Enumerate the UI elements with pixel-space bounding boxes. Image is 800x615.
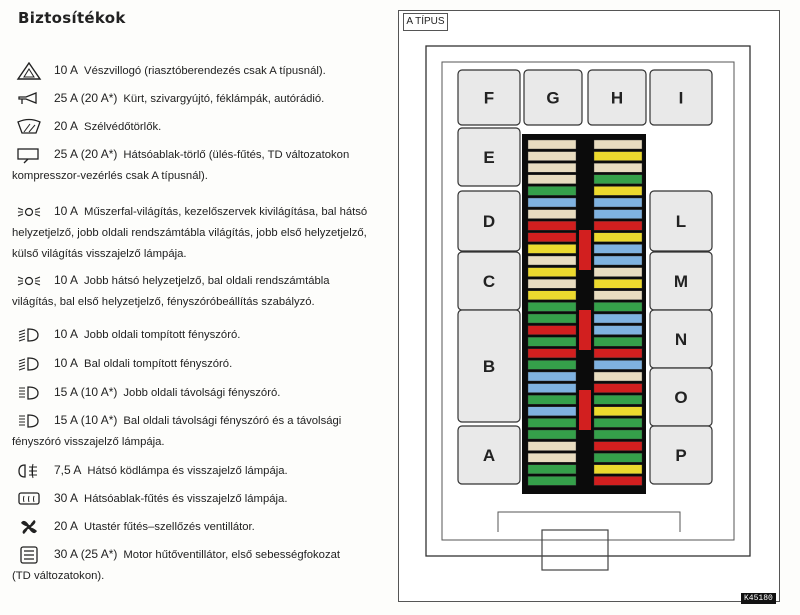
fuse-description: Hátsó ködlámpa és visszajelző lámpája.: [87, 465, 288, 477]
fuse: [594, 302, 642, 311]
fuse-entry-line: [12, 244, 384, 265]
fuse: [594, 360, 642, 369]
fuse: [594, 152, 642, 161]
fuse: [528, 372, 576, 381]
high-beam-icon: [16, 412, 42, 430]
horn-icon: [16, 90, 42, 108]
low-beam-icon: [16, 326, 42, 344]
fuse: [528, 407, 576, 416]
fuse-description: Bal oldali távolsági fényszóró és a távolsági: [123, 415, 342, 427]
fuse: [528, 233, 576, 242]
side-lights-icon: [16, 272, 42, 290]
fuse: [528, 465, 576, 474]
fuse-entry-line: [12, 410, 384, 432]
fuse: [528, 302, 576, 311]
fuse-entry: [12, 88, 384, 110]
fuse-entry-line: [12, 292, 384, 313]
relay-label: G: [546, 88, 560, 108]
fuse-description: világítás, bal első helyzetjelző, fényszóróbeállítás szabályzó.: [12, 296, 315, 308]
fuse: [528, 430, 576, 439]
fog-lamp-icon: [16, 462, 42, 480]
warning-triangle-icon: [16, 62, 42, 80]
fuse: [594, 221, 642, 230]
fuse: [528, 291, 576, 300]
fuse-description: Motor hűtőventillátor, első sebességfokozat: [123, 549, 341, 561]
fuse: [528, 384, 576, 393]
fuse-entry-line: [12, 544, 384, 566]
fuse-entry: [12, 410, 384, 453]
fuse: [528, 360, 576, 369]
fuse: [594, 244, 642, 253]
fuse-entry-line: [12, 460, 384, 482]
fuse-entry: [12, 144, 384, 187]
fuse: [594, 314, 642, 323]
fuse-amperage: 30 A (25 A*): [54, 547, 118, 561]
fuse-amperage: 30 A: [54, 491, 79, 505]
fuse-description: Kürt, szivargyújtó, féklámpák, autórádió.: [123, 93, 325, 105]
fuse-entry-line: [12, 60, 384, 82]
fuse-entry-line: [12, 201, 384, 223]
fuse-box-connector: [542, 530, 608, 570]
fuse-entry-line: [12, 88, 384, 110]
fuse-description: Utastér fűtés–szellőzés ventillátor.: [84, 521, 255, 533]
fuse: [528, 314, 576, 323]
fuse: [594, 372, 642, 381]
fuse-description: Bal oldali tompított fényszóró.: [84, 358, 233, 370]
relay-label: F: [483, 88, 495, 108]
fuse: [594, 407, 642, 416]
fuse-description: fényszóró visszajelző lámpája.: [12, 436, 165, 448]
fuse-entry-line: [12, 223, 384, 244]
fuse: [594, 349, 642, 358]
fuse-amperage: 25 A (20 A*): [54, 147, 118, 161]
fuse-box-drawing: [398, 10, 778, 600]
fuse-description: Jobb oldali távolsági fényszóró.: [123, 387, 281, 399]
fuse: [528, 221, 576, 230]
fuse: [528, 198, 576, 207]
radiator-fan-icon: [16, 546, 42, 564]
fuse-description: Hátsóablak-törlő (ülés-fűtés, TD változatokon: [123, 149, 350, 161]
fuse: [528, 395, 576, 404]
page-title: Biztosítékok: [18, 9, 126, 27]
fuse: [594, 210, 642, 219]
fuse-entry: [12, 60, 384, 82]
fuse-entry: [12, 516, 384, 538]
fuse: [594, 233, 642, 242]
fuse-entry-line: [12, 144, 384, 166]
fuse-description: Szélvédőtörlők.: [84, 121, 162, 133]
fuse: [528, 268, 576, 277]
fuse: [594, 279, 642, 288]
fuse: [528, 140, 576, 149]
relay-label: H: [610, 88, 624, 108]
relay-label: C: [482, 272, 496, 291]
fuse-entry: [12, 270, 384, 313]
relay-label: L: [675, 212, 687, 231]
fuse-amperage: 25 A (20 A*): [54, 91, 118, 105]
fuse: [528, 279, 576, 288]
fuse-entry-line: [12, 324, 384, 346]
fuse-entry-line: [12, 432, 384, 453]
fuse: [594, 175, 642, 184]
fuse-description: Jobb oldali tompított fényszóró.: [84, 329, 241, 341]
fuse: [594, 326, 642, 335]
fuse-entry-line: [12, 382, 384, 404]
fuse-amperage: 10 A: [54, 327, 79, 341]
fuse-amperage: 10 A: [54, 63, 79, 77]
fuse-amperage: 15 A (10 A*): [54, 385, 118, 399]
fuse-description: helyzetjelző, jobb oldali rendszámtábla világítás, jobb első helyzetjelző,: [12, 227, 367, 239]
fuse: [594, 430, 642, 439]
fuse: [594, 198, 642, 207]
fuse: [594, 256, 642, 265]
fuse-entry: [12, 201, 384, 265]
fuse: [528, 476, 576, 485]
relay-label: A: [482, 446, 496, 465]
fuse: [528, 210, 576, 219]
fuse: [528, 244, 576, 253]
fuse: [594, 163, 642, 172]
fuse-entry: [12, 382, 384, 404]
fuse: [528, 186, 576, 195]
fuse-entry: [12, 544, 384, 587]
fuse-amperage: 10 A: [54, 273, 79, 287]
fuse: [579, 230, 591, 270]
fuse-description: Jobb hátsó helyzetjelző, bal oldali rendszámtábla: [84, 275, 330, 287]
fuse: [579, 310, 591, 350]
relay-label: P: [675, 446, 687, 465]
fuse-entry-line: [12, 516, 384, 538]
fuse-entry-line: [12, 488, 384, 510]
fuse: [594, 476, 642, 485]
fan-icon: [16, 518, 42, 536]
relay-label: B: [482, 357, 496, 376]
relay-label: D: [482, 212, 496, 231]
relay-label: E: [483, 148, 495, 167]
fuse-entry-line: [12, 566, 384, 587]
fuse-entry-line: [12, 270, 384, 292]
fuse-entry: [12, 324, 384, 346]
high-beam-icon: [16, 384, 42, 402]
diagram-type-label: A TÍPUS: [403, 13, 448, 31]
fuse-amperage: 10 A: [54, 356, 79, 370]
rear-defrost-icon: [16, 490, 42, 508]
relay-label: I: [678, 88, 684, 108]
fuse-entry-line: [12, 166, 384, 187]
relay-label: M: [673, 272, 689, 291]
fuse: [528, 326, 576, 335]
fuse-description: kompresszor-vezérlés csak A típusnál).: [12, 170, 208, 182]
fuse-amperage: 7,5 A: [54, 463, 82, 477]
relay-label: N: [674, 330, 688, 349]
side-lights-icon: [16, 203, 42, 221]
rear-wiper-icon: [16, 146, 42, 164]
fuse: [528, 163, 576, 172]
fuse: [528, 152, 576, 161]
low-beam-icon: [16, 355, 42, 373]
fuse: [528, 337, 576, 346]
fuse-amperage: 10 A: [54, 204, 79, 218]
fuse: [594, 453, 642, 462]
fuse-description: Műszerfal-világítás, kezelőszervek kivilágítása, bal hátsó: [84, 206, 368, 218]
fuse: [528, 442, 576, 451]
fuse: [594, 186, 642, 195]
fuse: [594, 418, 642, 427]
fuse: [594, 291, 642, 300]
fuse: [594, 442, 642, 451]
fuse-entry: [12, 488, 384, 510]
fuse: [594, 465, 642, 474]
fuse: [528, 175, 576, 184]
fuse: [594, 395, 642, 404]
fuse: [594, 337, 642, 346]
fuse-entry-line: [12, 353, 384, 375]
fuse: [528, 349, 576, 358]
wiper-icon: [16, 118, 42, 136]
fuse-description: (TD változatokon).: [12, 570, 105, 582]
diagram-code: K45180: [741, 593, 776, 604]
fuse-entry-line: [12, 116, 384, 138]
fuse: [594, 384, 642, 393]
fuse: [594, 268, 642, 277]
fuse-entry: [12, 460, 384, 482]
fuse-amperage: 20 A: [54, 119, 79, 133]
fuse: [579, 390, 591, 430]
fuse-amperage: 15 A (10 A*): [54, 413, 118, 427]
fuse-entry: [12, 353, 384, 375]
fuse-description: Hátsóablak-fűtés és visszajelző lámpája.: [84, 493, 288, 505]
fuse-amperage: 20 A: [54, 519, 79, 533]
fuse-description: Vészvillogó (riasztóberendezés csak A típusnál).: [84, 65, 326, 77]
relay-label: O: [674, 388, 688, 407]
fuse: [594, 140, 642, 149]
fuse: [528, 256, 576, 265]
fuse: [528, 418, 576, 427]
fuse-entry: [12, 116, 384, 138]
fuse: [528, 453, 576, 462]
fuse-description: külső világítás visszajelző lámpája.: [12, 248, 187, 260]
fuse-box-bottom-tab: [498, 512, 680, 532]
